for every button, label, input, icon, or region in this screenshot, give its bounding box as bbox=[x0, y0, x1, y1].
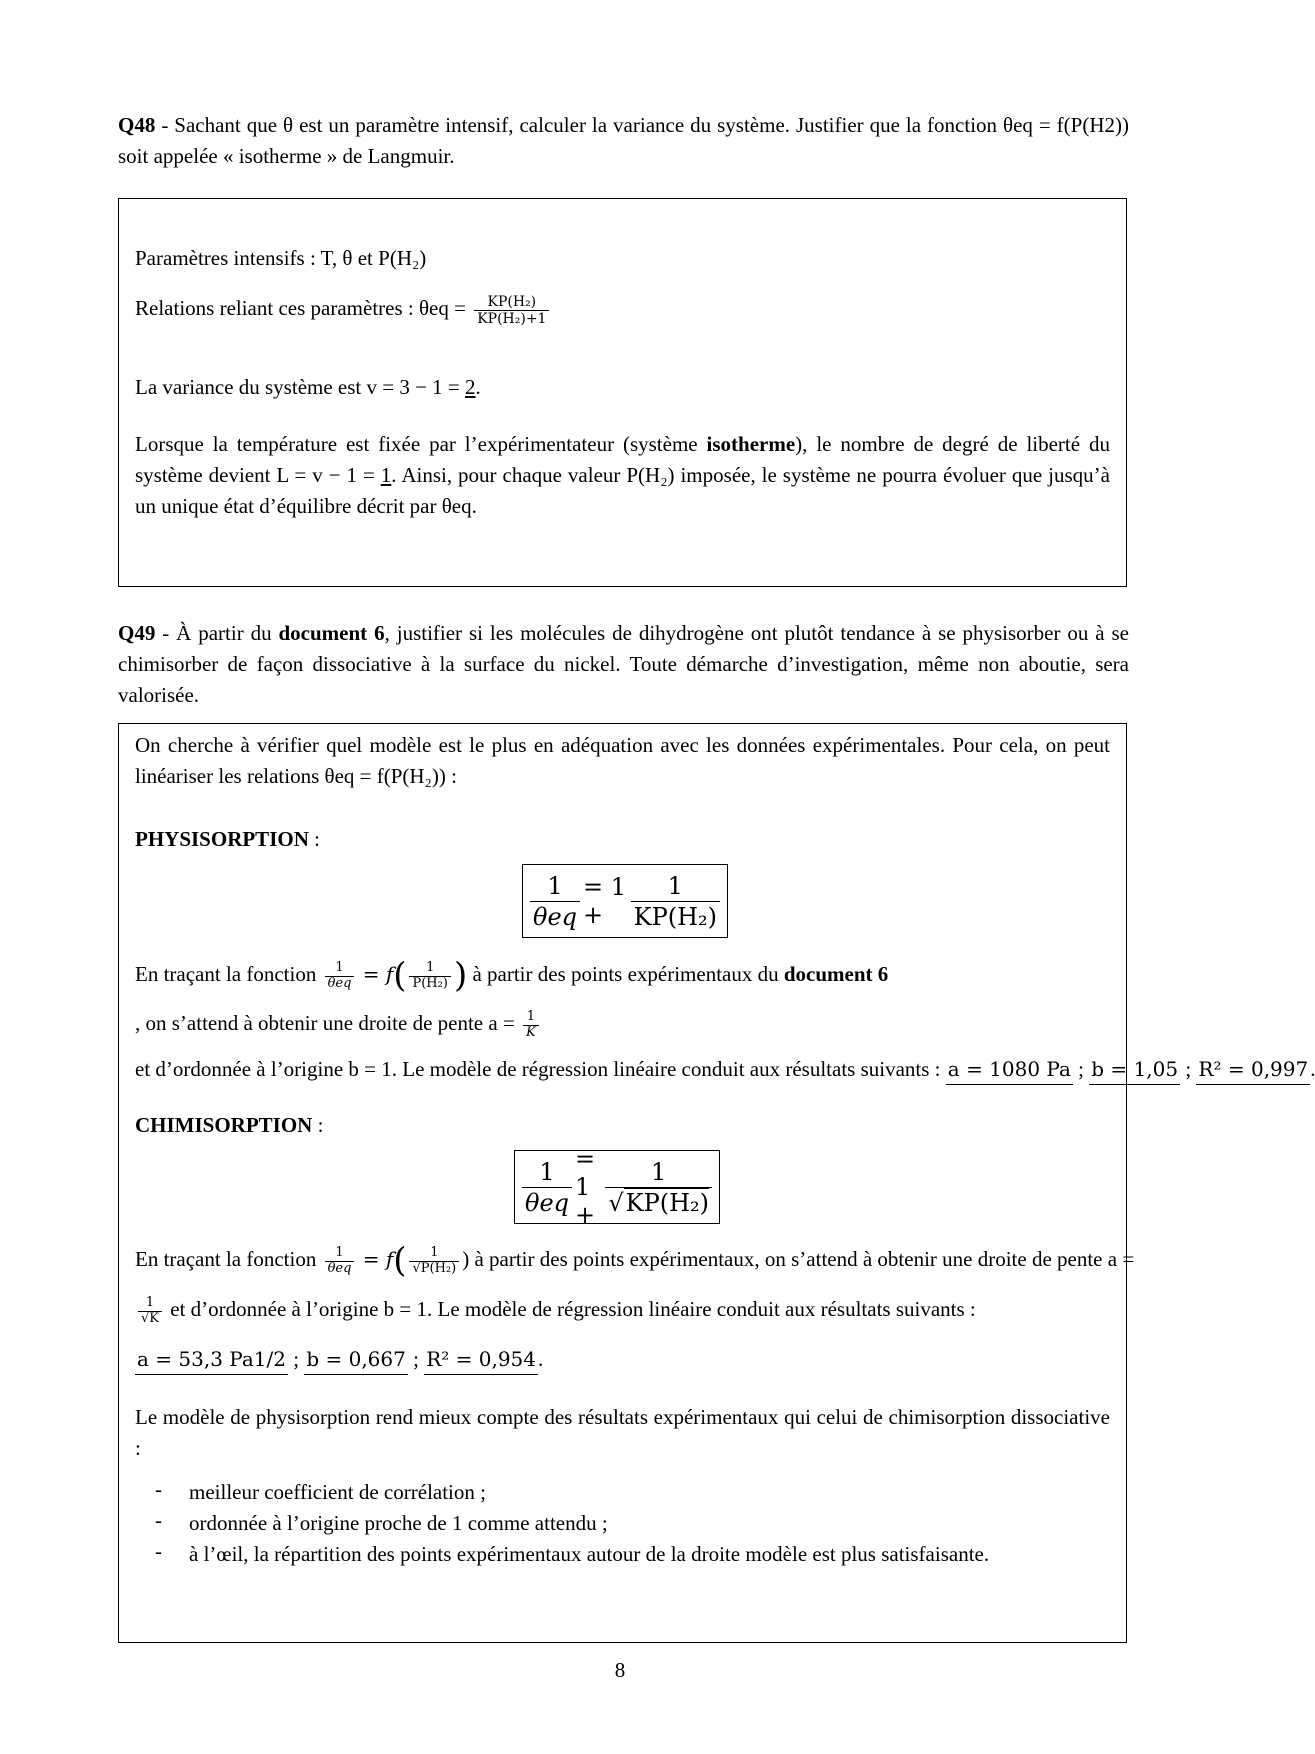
physi-paragraph-line1: En traçant la fonction $\frac{1}{\text{θeq}}$ = f( $\frac{1}{\text{P(H₂)}}$ ) à partir des points expérimentaux du document 6 bbox=[135, 955, 889, 996]
q48-question bbox=[118, 110, 1129, 172]
physi-func-arg: $\frac{1}{\text{P(H₂)}}$ bbox=[409, 961, 450, 992]
physi-result-b: b = 1,05 bbox=[1089, 1057, 1180, 1085]
q48-line3: La variance du système est v = 3 − 1 = 2. bbox=[135, 375, 481, 399]
physi-lhs-frac bbox=[530, 871, 580, 932]
chimi-p1-b: ) à partir des points expérimentaux, on s’attend à obtenir une droite de pente a = bbox=[462, 1247, 1135, 1271]
q48-line2 bbox=[135, 293, 1110, 327]
physi-rhs-frac bbox=[631, 871, 720, 932]
q49-conclusion: Le modèle de physisorption rend mieux compte des résultats expérimentaux qui celui de chimisorption dissociative : bbox=[135, 1405, 1110, 1460]
physi-result-r2: R² = 0,997 bbox=[1196, 1057, 1310, 1085]
chimi-result-a: a = 53,3 Pa1/2 bbox=[135, 1347, 288, 1375]
chimi-func-frac: $\frac{1}{\text{θeq}}$ bbox=[325, 1246, 355, 1277]
physisorption-equation bbox=[522, 864, 728, 938]
physi-func-frac: $\frac{1}{\text{θeq}}$ bbox=[325, 961, 355, 992]
q48-frac-num: KP(H₂) bbox=[474, 294, 549, 311]
physisorption-title-text: PHYSISORPTION bbox=[135, 827, 309, 851]
q49-intro: On cherche à vérifier quel modèle est le plus en adéquation avec les données expérimentales. Pour cela, on peut linéariser les relations θeq = f(P(H₂)) : bbox=[135, 733, 1110, 788]
q49-text-a: - À partir du bbox=[155, 621, 279, 645]
physi-lhs-num: 1 bbox=[530, 871, 580, 902]
physi-lhs-den: θeq bbox=[533, 902, 578, 931]
q48-line3-prefix: La variance du système est v = 3 − 1 = bbox=[135, 375, 466, 399]
physi-paragraph-line2 bbox=[135, 1008, 1110, 1041]
q48-para-b: ), le nombre de degré de liberté du système devient L = v − 1 = bbox=[135, 432, 1110, 487]
bullet-item-2: ordonnée à l’origine proche de 1 comme attendu ; bbox=[189, 1511, 608, 1535]
q48-fraction bbox=[474, 294, 549, 327]
chimi-result-b: b = 0,667 bbox=[304, 1347, 408, 1375]
q48-para-a: Lorsque la température est fixée par l’expérimentateur (système bbox=[135, 432, 707, 456]
q48-para-value: 1 bbox=[380, 463, 392, 487]
physi-p1-c: , on s’attend à obtenir une droite de pente a = bbox=[135, 1011, 515, 1035]
chimi-result-r2: R² = 0,954 bbox=[424, 1347, 538, 1375]
page-number: 8 bbox=[614, 1658, 626, 1682]
bullet-item-3: à l’œil, la répartition des points expérimentaux autour de la droite modèle est plus satisfaisante. bbox=[189, 1542, 990, 1566]
q48-line1: Paramètres intensifs : T, θ et P(H₂) bbox=[135, 246, 427, 270]
physi-rhs-den: KP(H₂) bbox=[633, 902, 717, 931]
q48-frac-den: KP(H₂)+1 bbox=[477, 310, 547, 327]
physi-slope-frac: $\frac{1}{K}$ bbox=[523, 1010, 539, 1041]
q48-answer-box bbox=[118, 198, 1127, 587]
q49-label: Q49 bbox=[118, 621, 156, 645]
chimi-func-arg: $\frac{1}{\text{√P(H₂)}}$ bbox=[409, 1246, 459, 1277]
q48-variance-value: 2 bbox=[465, 375, 476, 399]
q48-text: - Sachant que θ est un paramètre intensif, calculer la variance du système. Justifier que la fonction θeq = f(P(H2)) soit appelée « isotherme » de Langmuir. bbox=[118, 113, 1129, 168]
chimi-lhs-frac: $\frac{1}{\text{θeq}}$ bbox=[522, 1157, 572, 1218]
q49-text-bold: document 6 bbox=[278, 621, 385, 645]
chimisorption-title-text: CHIMISORPTION bbox=[135, 1113, 313, 1137]
q48-label: Q48 bbox=[118, 113, 156, 137]
physi-p1-bold: document 6 bbox=[783, 962, 889, 986]
chimi-slope-frac: $\frac{1}{√K}$ bbox=[138, 1296, 162, 1327]
physi-rhs-num: 1 bbox=[631, 871, 720, 902]
physi-p1-b: à partir des points expérimentaux du bbox=[472, 962, 784, 986]
q48-paragraph bbox=[135, 429, 1110, 522]
physi-p1-a: En traçant la fonction bbox=[135, 962, 317, 986]
bullet-dash-3: - bbox=[155, 1539, 162, 1563]
chimi-paragraph-line2 bbox=[135, 1294, 1110, 1327]
chimisorption-title: CHIMISORPTION : bbox=[135, 1113, 324, 1137]
bullet-item-1: meilleur coefficient de corrélation ; bbox=[189, 1480, 486, 1504]
physi-p1-d: et d’ordonnée à l’origine b = 1. Le modèle de régression linéaire conduit aux résultats suivants : bbox=[135, 1057, 941, 1081]
physisorption-title: PHYSISORPTION : bbox=[135, 827, 320, 851]
chimi-rhs-frac: $\frac{1}{\text{√KP(H₂)}}$ bbox=[605, 1157, 712, 1218]
chimisorption-equation: $\frac{1}{\text{θeq}}$ = 1 + $\frac{1}{\text{√KP(H₂)}}$ bbox=[514, 1150, 720, 1224]
q48-line2-prefix: Relations reliant ces paramètres : θeq = bbox=[135, 296, 466, 320]
chimi-p1-c: et d’ordonnée à l’origine b = 1. Le modèle de régression linéaire conduit aux résultats suivants : bbox=[170, 1297, 976, 1321]
q48-para-bold: isotherme bbox=[706, 432, 796, 456]
q49-answer-box bbox=[118, 723, 1315, 1643]
chimi-paragraph-line1: En traçant la fonction $\frac{1}{\text{θeq}}$ = f( $\frac{1}{\text{√P(H₂)}}$ ) à partir des points expérimentaux, on s’attend à obtenir une droite de pente a = bbox=[135, 1240, 1135, 1281]
q49-question bbox=[118, 618, 1129, 711]
chimi-results: a = 53,3 Pa1/2 ; b = 0,667 ; R² = 0,954. bbox=[135, 1344, 1110, 1375]
bullet-dash-2: - bbox=[155, 1508, 162, 1532]
physi-eq-mid: = 1 + bbox=[583, 873, 627, 929]
q49-text-b: , justifier si les molécules de dihydrogène ont plutôt tendance à se physisorber ou à se chimisorber de façon dissociative à la surface du nickel. Toute démarche d’investigation, même non aboutie, sera valorisée. bbox=[118, 621, 1130, 707]
bullet-dash-1: - bbox=[155, 1477, 162, 1501]
q48-para-c: . Ainsi, pour chaque valeur P(H₂) imposée, le système ne pourra évoluer que jusqu’à un unique état d’équilibre décrit par θeq. bbox=[135, 463, 1110, 518]
physi-result-a: a = 1080 Pa bbox=[946, 1057, 1073, 1085]
chimi-rhs-den: KP(H₂) bbox=[625, 1188, 709, 1217]
physi-paragraph-line3: et d’ordonnée à l’origine b = 1. Le modèle de régression linéaire conduit aux résultats suivants : a = 1080 Pa ; b = 1,05 ; R² = 0,997. bbox=[135, 1054, 1110, 1085]
chimi-p1-a: En traçant la fonction bbox=[135, 1247, 317, 1271]
